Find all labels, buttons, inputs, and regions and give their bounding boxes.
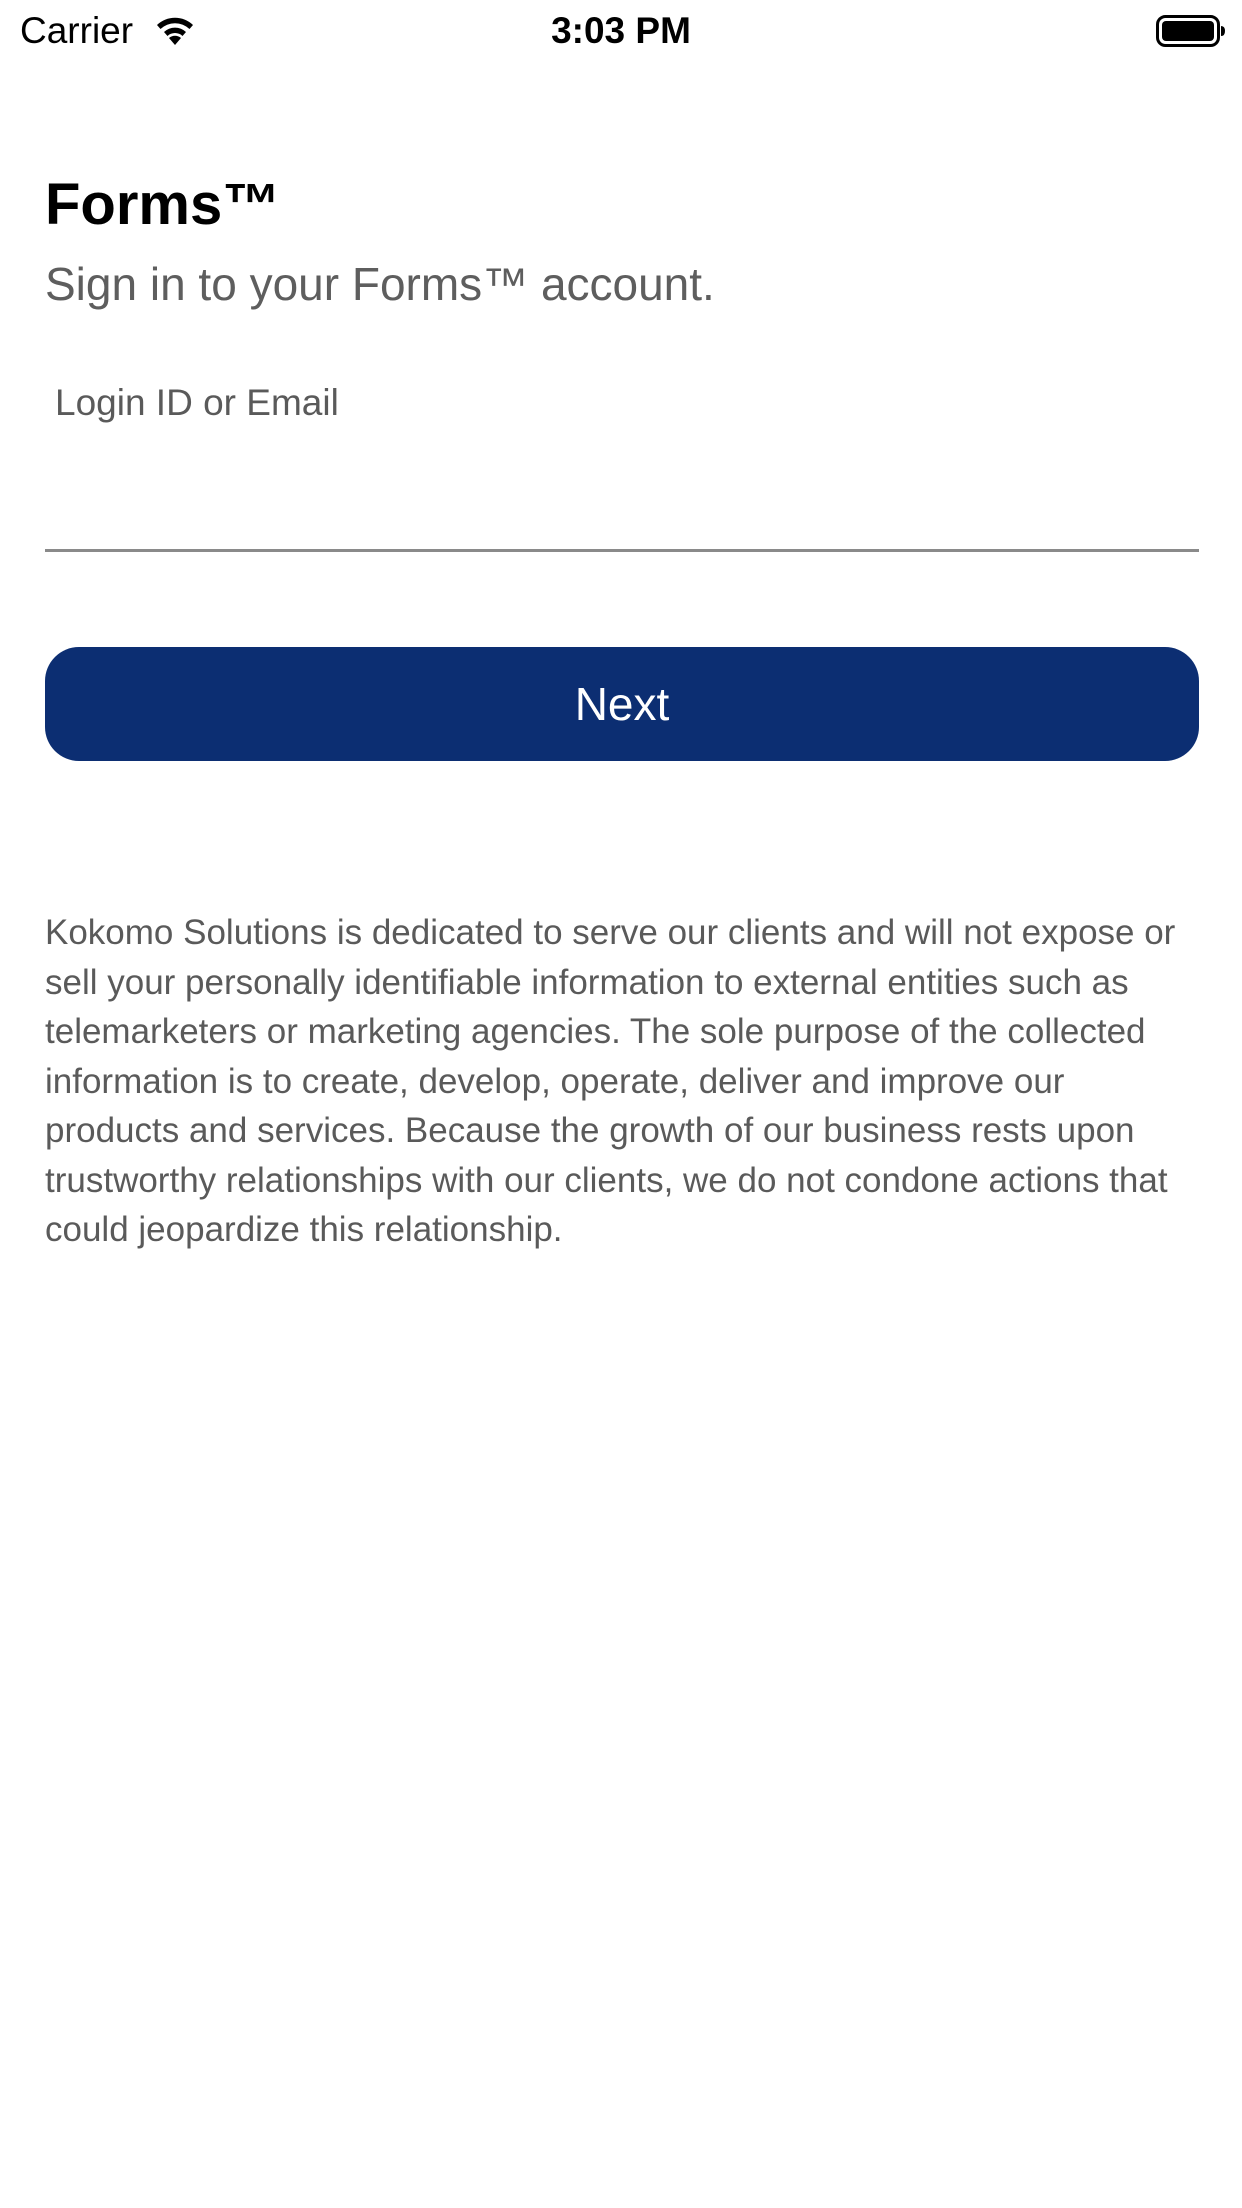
carrier-label: Carrier <box>20 10 134 51</box>
privacy-notice: Kokomo Solutions is dedicated to serve our clients and will not expose or sell your personally identifiable information to external entities such as telemarketers or marketing agencies. The sole purpose of the collected information is to create, develop, operate, deliver and improve our products and services. Because the growth of our business rests upon trustworthy relationships with our clients, we do not condone actions that could jeopardize this relationship. <box>45 913 1176 1249</box>
sign-in-subtitle: Sign in to your Forms™ account. <box>45 258 715 310</box>
login-field-label: Login ID or Email <box>55 382 339 423</box>
next-button[interactable]: Next <box>45 647 1199 761</box>
status-time: 3:03 PM <box>551 10 691 51</box>
status-bar <box>0 0 1242 62</box>
app-title: Forms™ <box>45 172 281 237</box>
login-id-email-input[interactable] <box>45 440 1199 552</box>
battery-full-icon <box>1156 14 1226 48</box>
